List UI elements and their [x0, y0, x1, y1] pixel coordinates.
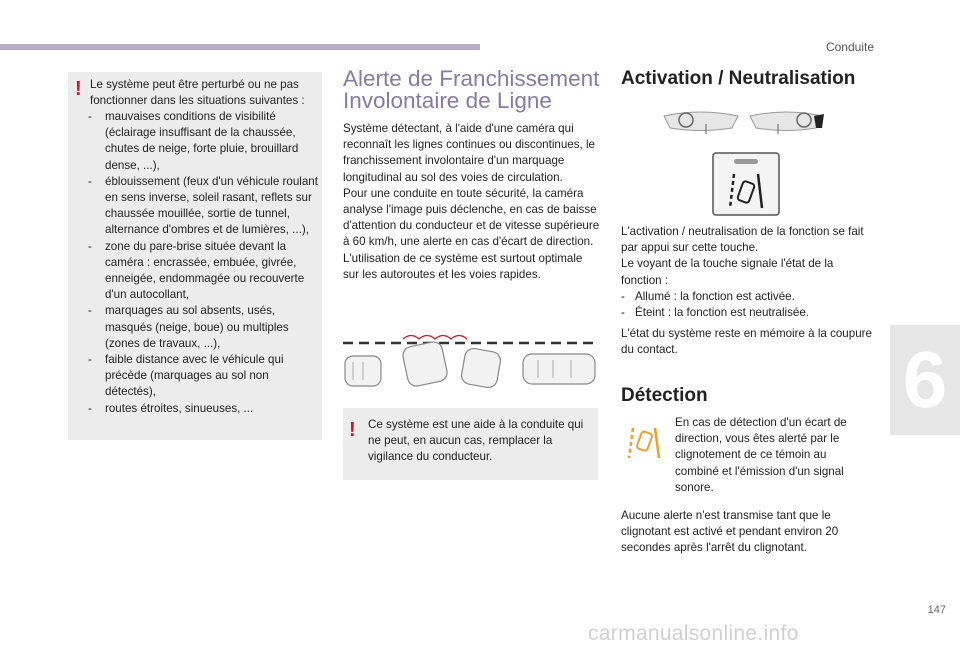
- warning-text: Ce système est une aide à la conduite qui ne peut, en aucun cas, remplacer la vigilance du conducteur.: [368, 418, 584, 464]
- warning-box-limitations: [68, 72, 322, 440]
- list-item: - Éteint : la fonction est neutralisée.: [621, 306, 810, 320]
- chapter-tab: 6: [890, 325, 960, 435]
- page-number: 147: [927, 604, 946, 616]
- list-item: - marquages au sol absents, usés, masqués (neige, boue) ou multiples (zones de travaux, ...),: [88, 304, 289, 350]
- lane-assist-button-icon: [712, 152, 780, 216]
- chapter-title: Conduite: [825, 40, 874, 54]
- warning-icon: !: [75, 78, 82, 100]
- warning-box-assistance: [343, 408, 598, 480]
- indicator-state-list: [621, 289, 876, 321]
- list-item: - Allumé : la fonction est activée.: [621, 290, 795, 303]
- limitations-list: [88, 109, 318, 417]
- top-accent-bar: [0, 44, 480, 50]
- list-item: - éblouissement (feux d'un véhicule roulant en sens inverse, soleil rasant, reflets sur chaussée mouillée, sortie de tunnel, alternance d'ombres et de lumières, ...),: [88, 174, 318, 237]
- watermark: carmanualsonline.info: [588, 622, 799, 645]
- memory-note: L'état du système reste en mémoire à la coupure du contact.: [621, 327, 872, 357]
- activation-description: L'activation / neutralisation de la fonction se fait par appui sur cette touche. Le voyant de la touche signale l'état de la fonction :: [621, 225, 864, 287]
- warning-icon: !: [349, 419, 356, 441]
- list-item: - zone du pare-brise située devant la caméra : encrassée, embuée, givrée, enneigée, endommagée ou recouverte d'un autocollant,: [88, 239, 305, 302]
- lane-departure-warning-icon: [627, 420, 661, 460]
- section-title-detection: Détection: [621, 385, 708, 406]
- list-item: - routes étroites, sinueuses, ...: [88, 401, 254, 415]
- section-title-alerte: Alerte de Franchissement Involontaire de Ligne: [343, 66, 600, 113]
- alerte-description: Système détectant, à l'aide d'une caméra qui reconnaît les lignes continues ou discontinues, le franchissement involontaire d'un marquage longitudinal au sol des voies de circulation. Pour une conduite en toute sécurité, la caméra analyse l'image puis déclenche, en cas de baisse d'attention du conducteur et de vitesse supérieure à 60 km/h, une alerte en cas d'écart de direction. L'utilisation de ce système est surtout optimale sur les autoroutes et les voies rapides.: [343, 122, 600, 281]
- warning-intro: Le système peut être perturbé ou ne pas fonctionner dans les situations suivantes :: [90, 78, 305, 108]
- list-item: - mauvaises conditions de visibilité (éclairage insuffisant de la chaussée, chutes de neige, forte pluie, brouillard dense, ...),: [88, 110, 299, 172]
- detection-description: En cas de détection d'un écart de direction, vous êtes alerté par le clignotement de ce témoin au combiné et l'émission d'un signal sonore.: [675, 416, 847, 494]
- rear-mirror-illustration: [660, 106, 825, 138]
- lane-departure-illustration: [343, 318, 599, 398]
- detection-note: Aucune alerte n'est transmise tant que le clignotant est activé et pendant environ 20 secondes après l'arrêt du clignotant.: [621, 509, 839, 555]
- section-title-activation: Activation / Neutralisation: [621, 68, 856, 89]
- list-item: - faible distance avec le véhicule qui précède (marquages au sol non détectés),: [88, 353, 284, 399]
